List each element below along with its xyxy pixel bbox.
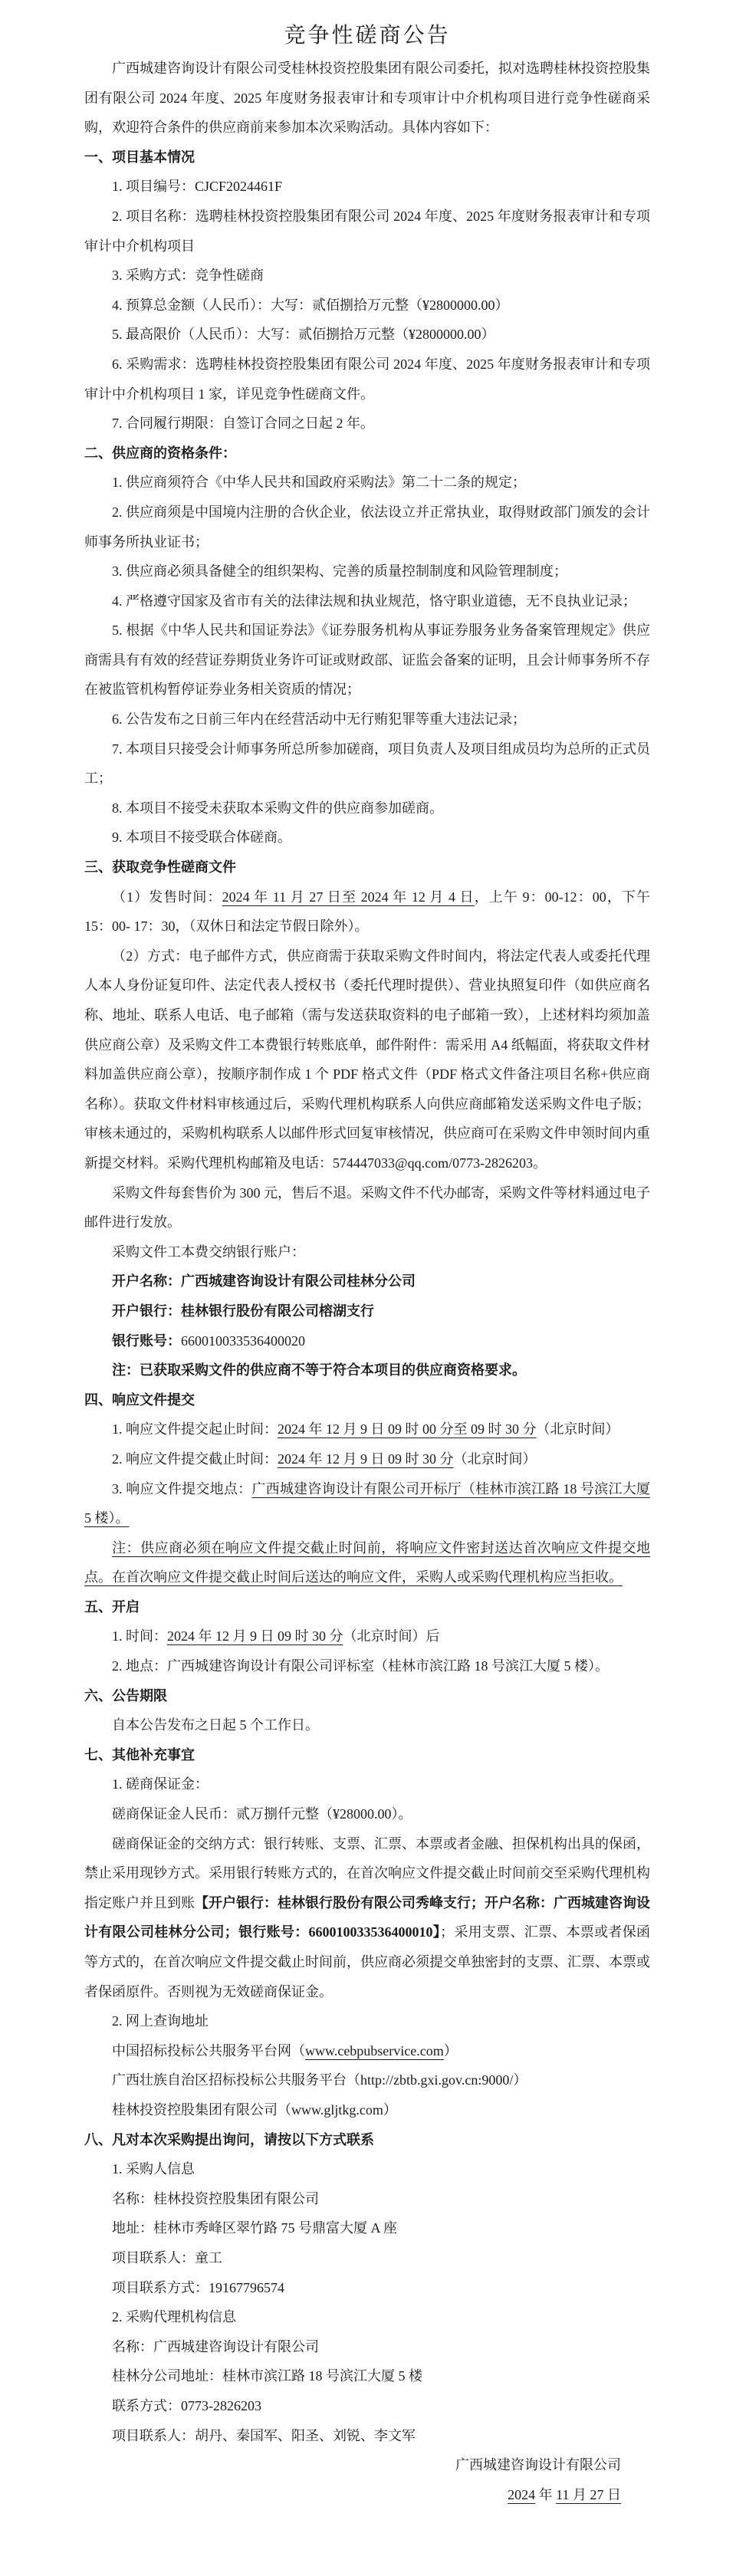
paragraph [84,1444,650,1474]
text-run: 1. 磋商保证金： [112,1776,209,1792]
doc-title [84,18,650,54]
section-heading [84,143,650,172]
paragraph [84,2184,650,2214]
text-run: 2. 供应商须是中国境内注册的合伙企业，依法设立并正常执业，取得财政部门颁发的会计师事务所执业证书； [84,504,650,550]
paragraph [84,498,650,557]
footer-company [84,2450,650,2480]
paragraph [84,557,650,586]
paragraph [84,1533,650,1592]
paragraph [84,2006,650,2036]
text-run: 1. 项目编号：CJCF2024461F [112,179,283,195]
paragraph [84,1829,650,2007]
paragraph [84,616,650,705]
paragraph [84,794,650,823]
paragraph [84,1296,650,1326]
text-run: 项目联系人：胡丹、秦国军、阳圣、刘锐、李文军 [112,2427,416,2443]
section-heading [84,1681,650,1711]
text-run: www.cebpubservice.com [305,2042,444,2058]
paragraph [84,261,650,291]
text-run: 5. 根据《中华人民共和国证券法》《证券服务机构从事证券服务业务备案管理规定》供应商需具有有效的经营证券期货业务许可证或财政部、证监会备案的证明，且会计师事务所不存在被监管机构暂停证券业务相关资质的情况； [84,623,650,698]
paragraph [84,202,650,261]
text-run: 注：已获取采购文件的供应商不等于符合本项目的供应商资格要求。 [112,1362,526,1378]
text-run: 3. 响应文件提交地点： [112,1480,252,1497]
text-run: 注：供应商必须在响应文件提交截止时间前，将响应文件密封送达首次响应文件提交地点。在首次响应文件提交截止时间后送达的响应文件，采购人或采购代理机构应当拒收。 [84,1539,650,1585]
text-run: 广西壮族自治区招标投标公共服务平台（http://zbtb.gxi.gov.cn:9000/） [112,2072,527,2088]
section-heading [84,1740,650,1770]
paragraph [84,2036,650,2066]
paragraph [84,1267,650,1296]
paragraph [84,2361,650,2391]
paragraph [84,2391,650,2421]
paragraph [84,1326,650,1356]
text-run: 二、供应商的资格条件： [84,445,236,461]
text-run: 开户银行：桂林银行股份有限公司榕湖支行 [112,1303,374,1319]
text-run: （北京时间） [536,1421,619,1438]
paragraph [84,882,650,941]
text-run: 3. 采购方式：竞争性磋商 [112,268,264,284]
text-run: 名称：桂林投资控股集团有限公司 [112,2190,319,2206]
paragraph [84,2243,650,2273]
text-run: 7. 本项目只接受会计师事务所总所参加磋商，项目负责人及项目组成员均为总所的正式员工； [84,741,650,787]
text-run: 660010033536400020 [181,1332,305,1349]
text-run: 2024 年 11 月 27 日至 2024 年 12 月 4 日 [222,889,475,905]
paragraph [84,1769,650,1799]
text-run: 6. 公告发布之日前三年内在经营活动中无行贿犯罪等重大违法记录； [112,711,526,728]
text-run: 7. 合同履行期限：自签订合同之日起 2 年。 [112,416,374,432]
section-heading [84,2125,650,2155]
text-run: 2. 地点：广西城建咨询设计有限公司评标室（桂林市滨江路 18 号滨江大厦 5 楼）。 [112,1658,609,1674]
paragraph [84,1414,650,1444]
text-run: 3. 供应商必须具备健全的组织架构、完善的质量控制制度和风险管理制度； [112,564,567,580]
paragraph [84,2065,650,2095]
text-run: 2. 项目名称：选聘桂林投资控股集团有限公司 2024 年度、2025 年度财务报表审计和专项审计中介机构项目 [84,208,650,254]
text-run: （1）发售时间： [112,889,222,905]
text-run: 2. 响应文件提交截止时间： [112,1451,278,1467]
text-run: 四、响应文件提交 [84,1392,195,1408]
text-run: 磋商保证金的交纳方式：银行转账、支票、汇票、本票或者金融、担保机构出具的保函，禁止采用现钞方式。采用银行转账方式的，在首次响应文件提交截止时间前交至采购代理机构指定账户并且到账 [84,1835,650,1911]
text-run: 【开户银行：桂林银行股份有限公司秀峰支行；开户名称：广西城建咨询设计有限公司桂林分公司；银行账号：660010033536400010】 [84,1894,650,1940]
text-run: ，上午 9：00-12：00，下午 15：00- 17：30，（双休日和法定节假日除外）。 [84,889,650,935]
text-run: 采购文件工本费交纳银行账户： [112,1244,305,1260]
text-run: 五、开启 [84,1598,140,1615]
text-run: 6. 采购需求：选聘桂林投资控股集团有限公司 2024 年度、2025 年度财务报表审计和专项审计中介机构项目 1 家，详见竞争性磋商文件。 [84,356,650,402]
text-run: （北京时间）后 [343,1628,440,1644]
paragraph [84,2154,650,2184]
section-heading [84,439,650,468]
text-run: 开户名称：广西城建咨询设计有限公司桂林分公司 [112,1273,416,1290]
paragraph [84,172,650,202]
text-run: 三、获取竞争性磋商文件 [84,859,236,876]
text-run: 七、其他补充事宜 [84,1746,195,1763]
text-run: 5. 最高限价（人民币）：大写：贰佰捌拾万元整（¥2800000.00） [112,327,495,343]
paragraph [84,1474,650,1533]
paragraph [84,2302,650,2332]
text-run: 一、项目基本情况 [84,149,195,165]
footer-date [84,2480,650,2510]
text-run: 2024 年 12 月 9 日 09 时 30 分 [278,1451,454,1467]
paragraph [84,2273,650,2303]
text-run: 六、公告期限 [84,1687,167,1704]
paragraph [84,705,650,734]
text-run: 采购文件每套售价为 300 元，售后不退。采购文件不代办邮寄，采购文件等材料通过电子邮件进行发放。 [84,1184,650,1230]
paragraph [84,54,650,143]
paragraph [84,2095,650,2125]
paragraph [84,1355,650,1385]
text-run: 4. 预算总金额（人民币）：大写：贰佰捌拾万元整（¥2800000.00） [112,297,509,313]
paragraph [84,2421,650,2451]
text-run: 中国招标投标公共服务平台网（ [112,2042,305,2058]
text-run: 银行账号： [112,1332,181,1349]
text-run: 桂林投资控股集团有限公司（www.gljtkg.com） [112,2101,397,2118]
text-run: 2024 [508,2486,536,2502]
text-run: 地址：桂林市秀峰区翠竹路 75 号鼎富大厦 A 座 [112,2220,398,2236]
paragraph [84,350,650,409]
paragraph [84,1237,650,1267]
text-run: 竞争性磋商公告 [284,24,451,48]
section-heading [84,853,650,882]
paragraph [84,1622,650,1651]
text-run: 1. 时间： [112,1628,167,1644]
text-run: 磋商保证金人民币：贰万捌仟元整（¥28000.00）。 [112,1806,412,1822]
text-run: 自本公告发布之日起 5 个工作日。 [112,1717,319,1733]
text-run: 9. 本项目不接受联合体磋商。 [112,830,291,846]
paragraph [84,823,650,853]
text-run: （北京时间） [453,1451,537,1467]
text-run: 1. 响应文件提交起止时间： [112,1421,278,1438]
text-run: 1. 采购人信息 [112,2161,195,2177]
text-run: 11 月 27 日 [556,2486,621,2502]
text-run: 项目联系方式：19167796574 [112,2279,284,2295]
text-run: ） [443,2042,458,2058]
text-run: 年 [535,2486,557,2502]
paragraph [84,320,650,350]
section-heading [84,1385,650,1415]
text-run: 桂林分公司地址：桂林市滨江路 18 号滨江大厦 5 楼 [112,2368,422,2384]
text-run: 2. 网上查询地址 [112,2013,209,2029]
text-run: 2024 年 12 月 9 日 09 时 30 分 [167,1628,343,1644]
text-run: 八、凡对本次采购提出询问，请按以下方式联系 [84,2131,374,2147]
text-run: 联系方式：0773-2826203 [112,2397,261,2413]
document-body [84,18,650,2509]
paragraph [84,1799,650,1829]
paragraph [84,291,650,320]
paragraph [84,734,650,794]
paragraph [84,941,650,1178]
text-run: 项目联系人：童工 [112,2249,222,2266]
section-heading [84,1592,650,1622]
text-run: 8. 本项目不接受未获取本采购文件的供应商参加磋商。 [112,800,443,816]
paragraph [84,2213,650,2243]
text-run: 广西城建咨询设计有限公司受桂林投资控股集团有限公司委托，拟对选聘桂林投资控股集团有限公司 2024 年度、2025 年度财务报表审计和专项审计中介机构项目进行竞争性磋商采购，欢迎符合条件的供应商前来参加本次采购活动。具体内容如下： [84,61,650,136]
text-run: （2）方式：电子邮件方式，供应商需于获取采购文件时间内，将法定代表人或委托代理人本人身份证复印件、法定代表人授权书（委托代理时提供）、营业执照复印件（如供应商名称、地址、联系人电话、电子邮箱（需与发送获取资料的电子邮箱一致），上述材料均须加盖供应商公章）及采购文件工本费银行转账底单，邮件附件：需采用 A4 纸幅面，将获取文件材料加盖供应商公章），按顺序制作成 1 个 PDF 格式文件（PDF 格式文件备注项目名称+供应商名称）。获取文件材料审核通过后，采购代理机构联系人向供应商邮箱发送采购文件电子版；审核未通过的，采购机构联系人以邮件形式回复审核情况，供应商可在采购文件申领时间内重新提交材料。采购代理机构邮箱及电话：574447033@qq.com/0773-2826203。 [84,948,650,1171]
text-run: 2. 采购代理机构信息 [112,2309,236,2325]
paragraph [84,586,650,616]
paragraph [84,1710,650,1740]
paragraph [84,2332,650,2362]
text-run: 广西城建咨询设计有限公司开标厅（桂林市滨江路 18 号滨江大厦 5 楼）。 [84,1480,651,1526]
text-run: 名称：广西城建咨询设计有限公司 [112,2338,319,2354]
text-run: 1. 供应商须符合《中华人民共和国政府采购法》第二十二条的规定； [112,475,526,491]
text-run: 广西城建咨询设计有限公司 [455,2457,621,2473]
paragraph [84,1651,650,1681]
text-run: 4. 严格遵守国家及省市有关的法律法规和执业规范，恪守职业道德，无不良执业记录； [112,593,636,609]
paragraph [84,409,650,439]
text-run: ；采用支票、汇票、本票或者保函等方式的，在首次响应文件提交截止时间前，供应商必须提交单独密封的支票、汇票、本票或者保函原件。否则视为无效磋商保证金。 [84,1924,650,1999]
text-run: 2024 年 12 月 9 日 09 时 00 分至 09 时 30 分 [278,1421,537,1438]
paragraph [84,1178,650,1237]
paragraph [84,468,650,498]
